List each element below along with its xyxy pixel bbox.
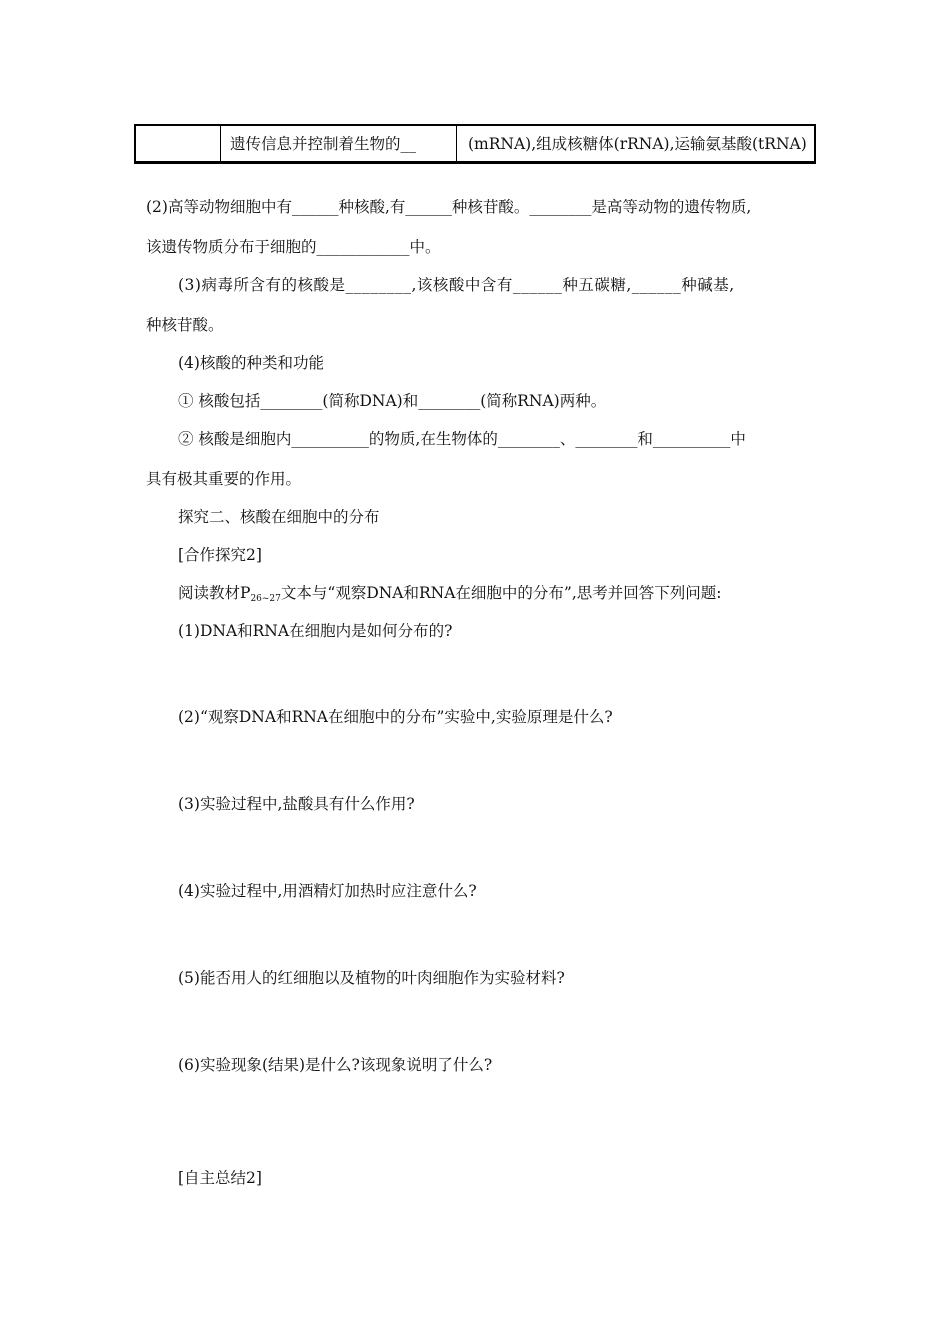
q4-title: (4)核酸的种类和功能 [178, 354, 324, 372]
q3-line2: 种核苷酸。 [146, 316, 224, 334]
coop-label: [合作探究2] [178, 546, 262, 564]
question-3: (3)实验过程中,盐酸具有什么作用? [178, 795, 415, 813]
reading-page-range: 26~27 [250, 594, 281, 604]
question-6: (6)实验现象(结果)是什么?该现象说明了什么? [178, 1056, 493, 1074]
q2-line2: 该遗传物质分布于细胞的____________中。 [146, 238, 441, 256]
reading-suffix: 文本与“观察DNA和RNA在细胞中的分布”,思考并回答下列问题: [280, 584, 722, 602]
reading-prefix: 阅读教材P [178, 584, 251, 602]
table-divider-2 [456, 126, 457, 161]
table-cell-roles: (mRNA),组成核糖体(rRNA),运输氨基酸(tRNA) [468, 135, 807, 153]
summary-label: [自主总结2] [178, 1169, 262, 1187]
question-4: (4)实验过程中,用酒精灯加热时应注意什么? [178, 882, 477, 900]
table-divider-1 [220, 126, 221, 161]
q2-line1: (2)高等动物细胞中有______种核酸,有______种核苷酸。________是高等动物的遗传物质, [146, 198, 752, 216]
question-1: (1)DNA和RNA在细胞内是如何分布的? [178, 622, 453, 640]
q4-item2-line1: ② 核酸是细胞内__________的物质,在生物体的________、________和__________中 [178, 430, 746, 448]
table-fragment [134, 124, 816, 164]
q4-item1: ① 核酸包括________(简称DNA)和________(简称RNA)两种。 [178, 392, 607, 410]
reading-instruction [178, 583, 722, 609]
q4-item2-line2: 具有极其重要的作用。 [146, 470, 302, 488]
table-cell-function: 遗传信息并控制着生物的__ [230, 135, 417, 153]
q3-line1: (3)病毒所含有的核酸是________,该核酸中含有______种五碳糖,______种碱基, [178, 276, 735, 294]
question-5: (5)能否用人的红细胞以及植物的叶肉细胞作为实验材料? [178, 969, 565, 987]
section2-title: 探究二、核酸在细胞中的分布 [178, 508, 380, 526]
question-2: (2)“观察DNA和RNA在细胞中的分布”实验中,实验原理是什么? [178, 708, 613, 726]
